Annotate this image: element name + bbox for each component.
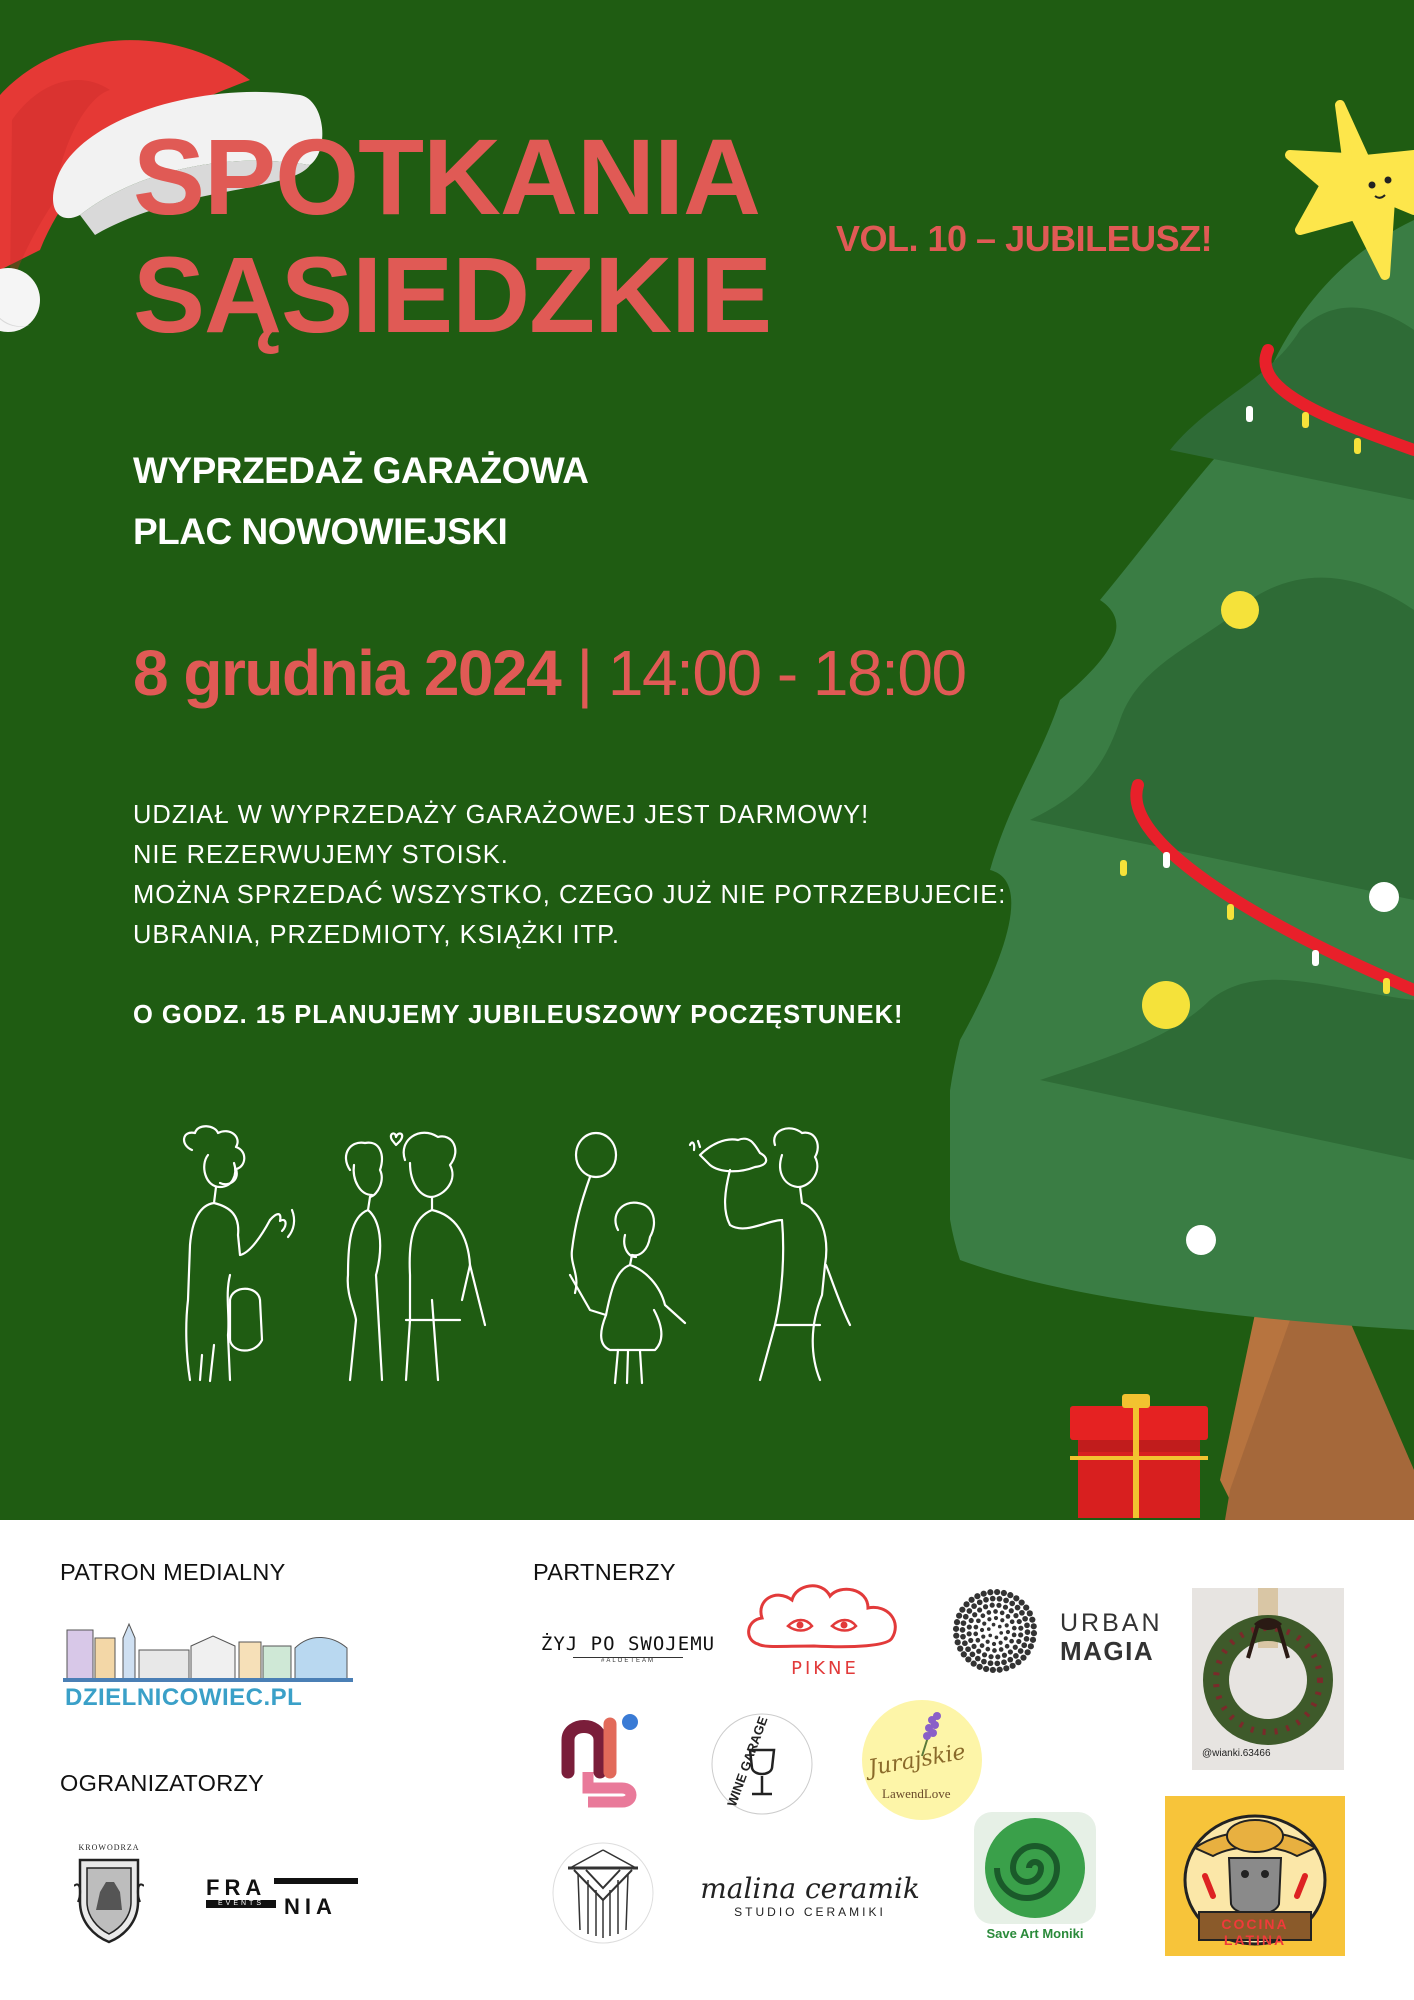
pikne-text: PIKNE bbox=[791, 1658, 859, 1679]
event-info bbox=[133, 795, 1006, 1035]
mandala-dot bbox=[1010, 1663, 1016, 1669]
people-illustration bbox=[170, 1125, 890, 1395]
mandala-dot bbox=[1009, 1639, 1014, 1644]
person-icon bbox=[690, 1128, 850, 1380]
malina-logo bbox=[700, 1872, 920, 1932]
mandala-dot bbox=[999, 1647, 1004, 1652]
mandala-dot bbox=[977, 1607, 982, 1612]
mandala-dot bbox=[981, 1613, 986, 1618]
mandala-dot bbox=[987, 1617, 991, 1621]
urban-magia-logo bbox=[952, 1588, 1172, 1678]
mandala-dot bbox=[976, 1638, 981, 1643]
mandala-dot bbox=[1012, 1633, 1017, 1638]
info-line: UBRANIA, PRZEDMIOTY, KSIĄŻKI ITP. bbox=[133, 921, 620, 949]
mandala-dot bbox=[998, 1625, 1002, 1629]
mandala-dot bbox=[1003, 1605, 1008, 1610]
mandala-dot bbox=[997, 1596, 1003, 1602]
krowodrza-logo bbox=[74, 1843, 144, 1948]
wianki-text: @wianki.63466 bbox=[1202, 1748, 1271, 1759]
mandala-dot bbox=[1006, 1614, 1011, 1619]
wine-garage-logo bbox=[708, 1710, 816, 1820]
mandala-dot bbox=[981, 1659, 987, 1665]
cocina-latina-logo bbox=[1165, 1796, 1345, 1956]
mandala-dot bbox=[1027, 1610, 1033, 1616]
zyj-logo bbox=[538, 1633, 718, 1673]
mandala-dot bbox=[1003, 1665, 1009, 1671]
mandala-dot bbox=[959, 1607, 965, 1613]
mandala-dot bbox=[977, 1599, 983, 1605]
mandala-dot bbox=[954, 1619, 960, 1625]
event-date bbox=[133, 636, 966, 710]
mandala-dot bbox=[957, 1646, 963, 1652]
mandala-dot bbox=[953, 1626, 959, 1632]
nl-logo bbox=[560, 1710, 642, 1810]
mandala-dot bbox=[992, 1642, 996, 1646]
zyj-text: ŻYJ PO SWOJEMU bbox=[540, 1633, 716, 1655]
mandala-dot bbox=[1009, 1608, 1014, 1613]
mandala-dot bbox=[961, 1651, 967, 1657]
lawend-text: LawendLove bbox=[882, 1786, 951, 1801]
malina-text: malina ceramik bbox=[700, 1872, 920, 1905]
organizers-label: OGRANIZATORZY bbox=[60, 1770, 265, 1796]
mandala-dot bbox=[963, 1601, 969, 1607]
city-skyline-icon bbox=[63, 1618, 353, 1682]
malina-sub: STUDIO CERAMIKI bbox=[734, 1905, 886, 1919]
wreath-icon bbox=[1192, 1588, 1344, 1758]
mandala-dot bbox=[987, 1627, 991, 1631]
mandala-dot bbox=[1020, 1655, 1026, 1661]
mandala-dot bbox=[974, 1593, 980, 1599]
mandala-dot bbox=[1019, 1599, 1025, 1605]
mandala-dot bbox=[965, 1656, 971, 1662]
mandala-dot bbox=[1018, 1648, 1024, 1654]
mandala-dot bbox=[982, 1622, 986, 1626]
mandala-dot bbox=[982, 1652, 987, 1657]
mandala-dot bbox=[1003, 1598, 1009, 1604]
mandala-dot bbox=[1021, 1642, 1027, 1648]
jurajskie-logo bbox=[862, 1700, 982, 1820]
mandala-dot bbox=[963, 1614, 969, 1620]
mandala-dot bbox=[1017, 1619, 1022, 1624]
title-line-2: SĄSIEDZKIE bbox=[133, 234, 772, 355]
mandala-dot bbox=[965, 1646, 971, 1652]
person-icon bbox=[570, 1133, 685, 1383]
mandala-dot bbox=[975, 1656, 981, 1662]
mandala-dot bbox=[990, 1603, 995, 1608]
frania-text-1: FRA bbox=[206, 1875, 267, 1900]
mandala-dot bbox=[971, 1661, 977, 1667]
frania-sub: EVENTS bbox=[206, 1900, 276, 1908]
mandala-dot bbox=[967, 1624, 972, 1629]
mandala-dot bbox=[994, 1661, 1000, 1667]
mandala-dot bbox=[983, 1604, 988, 1609]
zyj-sub: #ALOETEAM bbox=[573, 1657, 683, 1664]
frania-logo bbox=[206, 1875, 356, 1921]
mandala-dot bbox=[972, 1612, 977, 1617]
mandala-dot bbox=[981, 1591, 987, 1597]
mandala-dot bbox=[1031, 1623, 1037, 1629]
mandala-dot bbox=[990, 1596, 996, 1602]
mandala-dot bbox=[1007, 1592, 1013, 1598]
mandala-dot bbox=[1029, 1617, 1035, 1623]
mandala-dot bbox=[961, 1620, 967, 1626]
mandala-dot bbox=[980, 1628, 984, 1632]
save-art-text: Save Art Moniki bbox=[986, 1926, 1084, 1941]
mandala-dot bbox=[999, 1631, 1003, 1635]
mandala-dot bbox=[994, 1616, 998, 1620]
mandala-dot bbox=[1005, 1644, 1010, 1649]
mandala-dot bbox=[968, 1638, 973, 1643]
pikne-logo bbox=[744, 1578, 906, 1680]
spiral-icon bbox=[972, 1810, 1098, 1926]
mandala-dot bbox=[997, 1667, 1003, 1673]
mandala-dot bbox=[1030, 1637, 1036, 1643]
mandala-dot bbox=[1013, 1653, 1019, 1659]
dzielnicowiec-logo bbox=[63, 1618, 353, 1718]
mandala-dot bbox=[1005, 1623, 1009, 1627]
frania-bar bbox=[274, 1878, 358, 1884]
mandala-dot bbox=[1008, 1649, 1013, 1654]
subtitle-line-1: WYPRZEDAŻ GARAŻOWA bbox=[133, 450, 589, 491]
mandala-dot bbox=[1002, 1653, 1007, 1658]
gift-icon bbox=[1066, 1392, 1212, 1520]
mandala-dot bbox=[1000, 1611, 1005, 1616]
mandala-dot bbox=[992, 1623, 996, 1627]
mandala-dot bbox=[1015, 1659, 1021, 1665]
mandala-dot bbox=[980, 1643, 985, 1648]
star-icon bbox=[1285, 100, 1414, 285]
urban-text: URBAN bbox=[1060, 1609, 1163, 1637]
poster-footer bbox=[0, 1520, 1414, 2000]
mandala-dot bbox=[955, 1639, 961, 1645]
mandala-dot bbox=[1031, 1630, 1037, 1636]
mandala-dot bbox=[1018, 1632, 1023, 1637]
mandala-dot bbox=[1019, 1610, 1025, 1616]
krowodrza-text: KROWODRZA bbox=[78, 1843, 140, 1852]
mandala-dot bbox=[970, 1652, 976, 1658]
mandala-dot bbox=[986, 1610, 991, 1615]
mandala-dot bbox=[1006, 1630, 1010, 1634]
mandala-dot bbox=[971, 1603, 977, 1609]
person-icon bbox=[346, 1133, 485, 1380]
mandala-dot bbox=[995, 1635, 999, 1639]
mandala-dot bbox=[988, 1654, 993, 1659]
mandala-dot bbox=[1013, 1613, 1018, 1618]
mandala-dot bbox=[956, 1613, 962, 1619]
mandala-dot bbox=[983, 1597, 989, 1603]
magia-text: MAGIA bbox=[1060, 1636, 1155, 1666]
mandala-dot bbox=[1018, 1626, 1023, 1631]
wianki-photo bbox=[1192, 1588, 1344, 1770]
frania-text-2: NIA bbox=[284, 1894, 337, 1919]
macrame-logo bbox=[550, 1840, 656, 1946]
mandala-dot bbox=[992, 1648, 997, 1653]
mandala-dot bbox=[960, 1627, 966, 1633]
wine-text: WINE GARAGE bbox=[724, 1714, 771, 1809]
page-title bbox=[133, 118, 771, 354]
mandala-dot bbox=[981, 1635, 985, 1639]
dzielnicowiec-text: DZIELNICOWIEC.PL bbox=[65, 1684, 303, 1711]
info-note: O GODZ. 15 PLANUJEMY JUBILEUSZOWY POCZĘSTUNEK! bbox=[133, 1001, 904, 1029]
mandala-dot bbox=[960, 1634, 966, 1640]
mandala-dot bbox=[983, 1666, 989, 1672]
mandala-dot bbox=[1001, 1590, 1007, 1596]
mandala-dot bbox=[1028, 1643, 1034, 1649]
mandala-dot bbox=[1007, 1657, 1013, 1663]
mandala-dot bbox=[1010, 1619, 1015, 1624]
mandala-dot bbox=[969, 1618, 974, 1623]
mandala-dot bbox=[1025, 1649, 1031, 1655]
mandala-dot bbox=[953, 1633, 959, 1639]
info-line: UDZIAŁ W WYPRZEDAŻY GARAŻOWEJ JEST DARMOWY! bbox=[133, 801, 870, 829]
mandala-dot bbox=[990, 1667, 996, 1673]
partners-label: PARTNERZY bbox=[533, 1559, 676, 1585]
mandala-dot bbox=[1023, 1605, 1029, 1611]
person-icon bbox=[184, 1126, 294, 1381]
mandala-dot bbox=[999, 1641, 1003, 1645]
event-subtitle bbox=[133, 440, 589, 562]
mandala-dot bbox=[971, 1644, 976, 1649]
save-art-logo bbox=[972, 1810, 1098, 1950]
info-line: NIE REZERWUJEMY STOISK. bbox=[133, 841, 509, 869]
mandala-dot bbox=[1025, 1629, 1031, 1635]
date-separator: | bbox=[560, 637, 608, 709]
mandala-dot bbox=[988, 1634, 992, 1638]
crest-icon bbox=[74, 1852, 144, 1944]
mandala-dot bbox=[987, 1589, 993, 1595]
subtitle-line-2: PLAC NOWOWIEJSKI bbox=[133, 511, 508, 552]
mandala-dot bbox=[986, 1640, 990, 1644]
mandala-icon bbox=[952, 1588, 1038, 1674]
mandala-dot bbox=[996, 1603, 1001, 1608]
mandala-dot bbox=[1004, 1636, 1008, 1640]
mandala-dot bbox=[973, 1632, 978, 1637]
date-time: 14:00 - 18:00 bbox=[607, 637, 966, 709]
jurajskie-text: Jurajskie bbox=[866, 1739, 968, 1782]
mandala-dot bbox=[962, 1640, 968, 1646]
mandala-dot bbox=[994, 1589, 1000, 1595]
mandala-dot bbox=[967, 1608, 973, 1614]
mandala-dot bbox=[1016, 1639, 1021, 1644]
mandala-dot bbox=[1024, 1636, 1030, 1642]
mandala-dot bbox=[993, 1609, 998, 1614]
mandala-dot bbox=[995, 1654, 1000, 1659]
patron-label: PATRON MEDIALNY bbox=[60, 1559, 286, 1585]
mandala-dot bbox=[976, 1649, 981, 1654]
mandala-dot bbox=[988, 1660, 994, 1666]
mandala-dot bbox=[967, 1631, 972, 1636]
mandala-dot bbox=[977, 1664, 983, 1670]
mandala-dot bbox=[1015, 1605, 1021, 1611]
mandala-dot bbox=[1012, 1626, 1017, 1631]
mandala-dot bbox=[1013, 1645, 1018, 1650]
info-line: MOŻNA SPRZEDAĆ WSZYSTKO, CZEGO JUŻ NIE POTRZEBUJECIE: bbox=[133, 881, 1007, 909]
mandala-dot bbox=[985, 1647, 990, 1652]
date-day: 8 grudnia 2024 bbox=[133, 637, 561, 709]
cloud-icon bbox=[744, 1578, 906, 1658]
cocina-text: COCINA LATINA bbox=[1221, 1916, 1289, 1948]
mandala-dot bbox=[1024, 1622, 1030, 1628]
title-line-1: SPOTKANIA bbox=[133, 116, 761, 237]
mandala-dot bbox=[974, 1625, 979, 1630]
mandala-dot bbox=[1009, 1601, 1015, 1607]
mandala-dot bbox=[1000, 1618, 1004, 1622]
mandala-dot bbox=[1022, 1616, 1028, 1622]
mandala-dot bbox=[1013, 1595, 1019, 1601]
mandala-dot bbox=[976, 1618, 981, 1623]
volume-label: VOL. 10 – JUBILEUSZ! bbox=[836, 218, 1213, 259]
mandala-dot bbox=[969, 1597, 975, 1603]
mandala-dot bbox=[1001, 1659, 1007, 1665]
